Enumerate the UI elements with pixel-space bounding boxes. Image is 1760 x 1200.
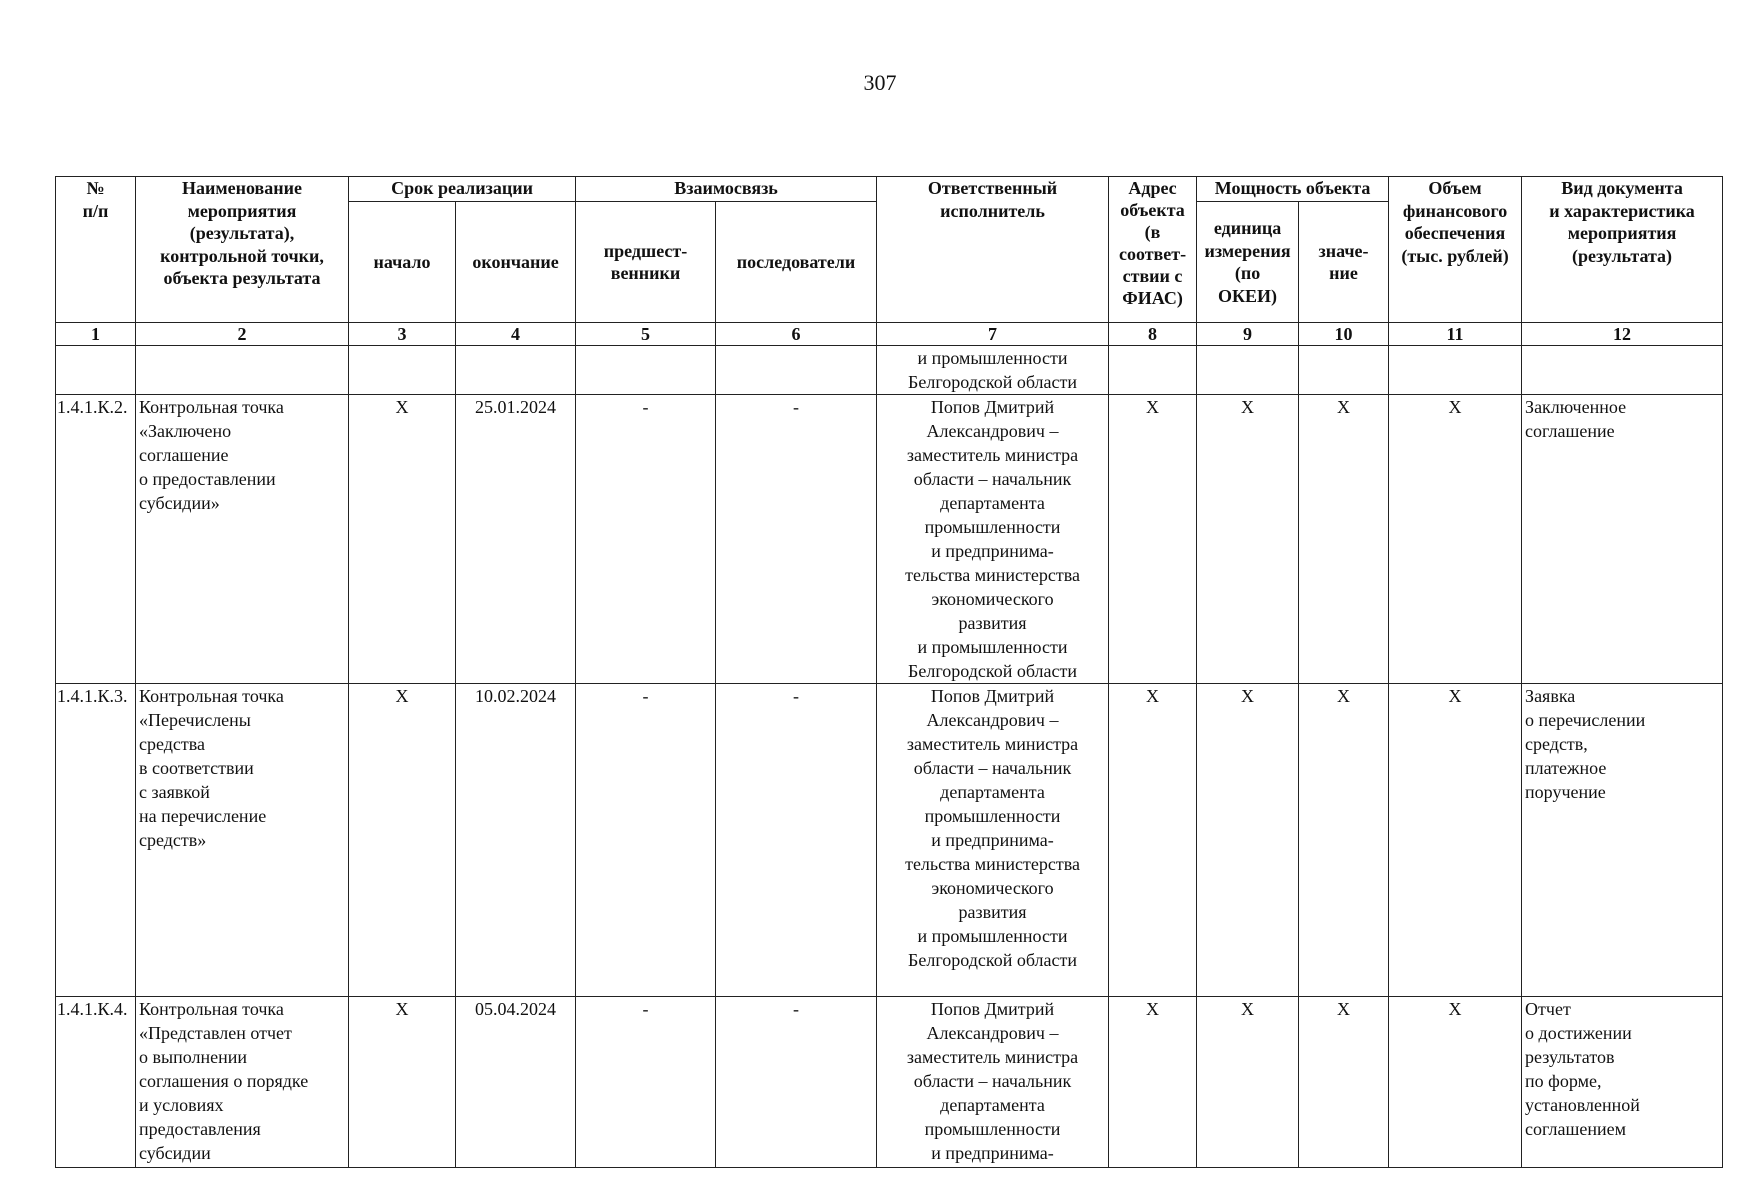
row-name: Контрольная точка «Заключено соглашение о предоставлении субсидии» [136, 395, 349, 684]
header-period: Срок реализации [349, 177, 576, 202]
row-predecessors: - [576, 395, 716, 684]
row-doc: Заключенное соглашение [1522, 395, 1723, 684]
header-num: № п/п [56, 177, 136, 323]
row-address: Х [1109, 997, 1197, 1168]
row-num: 1.4.1.К.3. [56, 684, 136, 997]
row-name: Контрольная точка «Представлен отчет о выполнении соглашения о порядке и условиях предоставления субсидии [136, 997, 349, 1168]
row-responsible: Попов Дмитрий Александрович – заместитель министра области – начальник департамента промышленности и предпринима- [877, 997, 1109, 1168]
table-row [56, 395, 1723, 684]
row-num: 1.4.1.К.2. [56, 395, 136, 684]
row-value: Х [1299, 684, 1389, 997]
row-end: 25.01.2024 [456, 395, 576, 684]
row-doc: Заявка о перечислении средств, платежное поручение [1522, 684, 1723, 997]
plan-table [55, 176, 1723, 1168]
row-unit: Х [1197, 684, 1299, 997]
column-number: 10 [1299, 323, 1389, 346]
row-end: 10.02.2024 [456, 684, 576, 997]
row-end: 05.04.2024 [456, 997, 576, 1168]
row-unit: Х [1197, 395, 1299, 684]
header-address: Адрес объекта (в соответ- ствии с ФИАС) [1109, 177, 1197, 323]
row-unit: Х [1197, 997, 1299, 1168]
row-finance: Х [1389, 395, 1522, 684]
page-number: 307 [863, 70, 897, 95]
continuation-responsible: и промышленности Белгородской области [877, 346, 1109, 395]
header-successors: последователи [716, 202, 877, 323]
table-row [56, 997, 1723, 1168]
header-finance: Объем финансового обеспечения (тыс. рублей) [1389, 177, 1522, 323]
continuation-row [56, 346, 1723, 395]
row-address: Х [1109, 395, 1197, 684]
header-start: начало [349, 202, 456, 323]
row-successors: - [716, 997, 877, 1168]
column-number: 8 [1109, 323, 1197, 346]
row-num: 1.4.1.К.4. [56, 997, 136, 1168]
header-capacity: Мощность объекта [1197, 177, 1389, 202]
header-end: окончание [456, 202, 576, 323]
column-number: 12 [1522, 323, 1723, 346]
column-number: 2 [136, 323, 349, 346]
row-finance: Х [1389, 684, 1522, 997]
row-name: Контрольная точка «Перечислены средства в соответствии с заявкой на перечисление средств» [136, 684, 349, 997]
header-value: значе- ние [1299, 202, 1389, 323]
column-number: 1 [56, 323, 136, 346]
header-unit: единица измерения (по ОКЕИ) [1197, 202, 1299, 323]
table-row [56, 684, 1723, 997]
row-doc: Отчет о достижении результатов по форме, установленной соглашением [1522, 997, 1723, 1168]
column-number: 11 [1389, 323, 1522, 346]
row-finance: Х [1389, 997, 1522, 1168]
header-name: Наименование мероприятия (результата), контрольной точки, объекта результата [136, 177, 349, 323]
row-start: Х [349, 997, 456, 1168]
row-responsible: Попов Дмитрий Александрович – заместитель министра области – начальник департамента промышленности и предпринима- тельства министерства экономического развития и промышленности Белгородской области [877, 684, 1109, 997]
column-number: 7 [877, 323, 1109, 346]
row-responsible: Попов Дмитрий Александрович – заместитель министра области – начальник департамента промышленности и предпринима- тельства министерства экономического развития и промышленности Белгородской области [877, 395, 1109, 684]
column-number: 9 [1197, 323, 1299, 346]
row-value: Х [1299, 997, 1389, 1168]
header-row-1 [56, 177, 1723, 202]
row-value: Х [1299, 395, 1389, 684]
header-doc: Вид документа и характеристика мероприятия (результата) [1522, 177, 1723, 323]
column-number: 5 [576, 323, 716, 346]
column-number: 6 [716, 323, 877, 346]
row-predecessors: - [576, 997, 716, 1168]
row-start: Х [349, 395, 456, 684]
row-address: Х [1109, 684, 1197, 997]
header-predecessors: предшест- венники [576, 202, 716, 323]
header-relation: Взаимосвязь [576, 177, 877, 202]
row-start: Х [349, 684, 456, 997]
row-successors: - [716, 684, 877, 997]
column-number: 3 [349, 323, 456, 346]
column-number-row [56, 323, 1723, 346]
column-number: 4 [456, 323, 576, 346]
row-predecessors: - [576, 684, 716, 997]
row-successors: - [716, 395, 877, 684]
header-responsible: Ответственный исполнитель [877, 177, 1109, 323]
